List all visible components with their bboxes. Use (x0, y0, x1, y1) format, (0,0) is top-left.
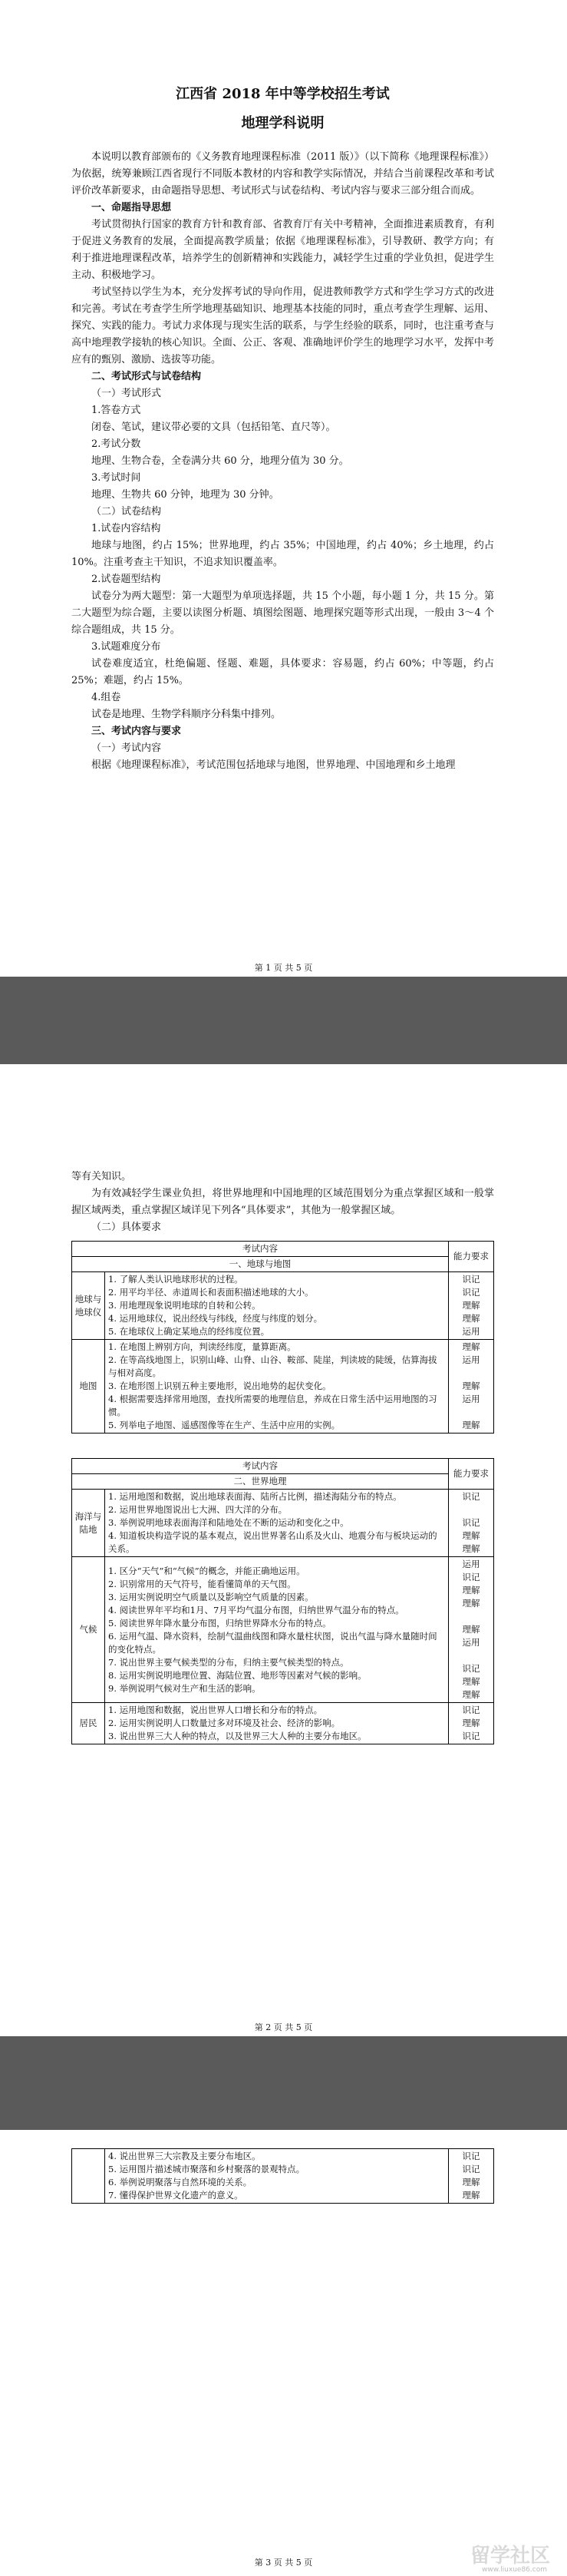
item-6-text: 试卷难度适宜，杜绝偏题、怪题、难题，具体要求：容易题，约占 60%；中等题，约占 25%；难题，约占 15%。 (71, 658, 494, 686)
watermark-url: www.liuxue86.com (482, 2566, 547, 2574)
req-cell (449, 1557, 494, 1703)
req-level: 理解 (462, 1585, 480, 1596)
heading-3: 三、考试内容与要求 (91, 726, 182, 737)
req-level (450, 1610, 492, 1623)
topic-cell: 海洋与陆地 (72, 1490, 105, 1557)
page-2 (0, 1064, 567, 2036)
req-level: 识记 (462, 1705, 480, 1715)
topic-cell: 地图 (72, 1340, 105, 1433)
requirement-item: 2. 运用实例说明人口数量过多对环境及社会、经济的影响。 (108, 1718, 341, 1728)
requirement-item: 2. 在等高线地图上，识别山峰、山脊、山谷、鞍部、陡崖，判读坡的陡缓，估算海拔与相对高度。 (108, 1354, 437, 1378)
req-cell (449, 1490, 494, 1557)
page-number: 第 1 页 共 5 页 (254, 963, 313, 973)
req-level: 识记 (462, 1491, 480, 1502)
req-level: 运用 (462, 1354, 480, 1365)
req-level (450, 1406, 492, 1419)
item-3: 3.考试时间 (91, 472, 141, 484)
requirement-item: 2. 运用世界地图说出七大洲、四大洋的分布。 (108, 1504, 288, 1515)
item-4-text: 地球与地图，约占 15%；世界地理，约占 35%；中国地理，约占 40%；乡土地理，约占 10%。注重考查主干知识，不追求知识覆盖率。 (71, 540, 494, 568)
page-3-content (0, 2130, 567, 2204)
item-1-text: 闭卷、笔试，建议带必要的文具（包括铅笔、直尺等）。 (91, 422, 336, 433)
req-header: 能力要求 (449, 1459, 494, 1490)
req-level: 运用 (462, 1559, 480, 1569)
requirement-item: 3. 举例说明地球表面海洋和陆地处在不断的运动和变化之中。 (108, 1517, 349, 1528)
req-level: 理解 (462, 1341, 480, 1352)
table-header: 考试内容 (72, 1459, 449, 1474)
requirement-item: 1. 运用地图和数据，说出世界人口增长和分布的特点。 (108, 1705, 323, 1715)
page-number: 第 2 页 共 5 页 (254, 2022, 313, 2032)
req-level: 理解 (462, 1598, 480, 1609)
doc-title: 江西省 2018 年中等学校招生考试 (176, 86, 390, 102)
intro-paragraph: 本说明以教育部颁布的《义务教育地理课程标准（2011 版）》（以下简称《地理课程标准》）为依据，统筹兼顾江西省现行不同版本教材的内容和教学实际情况，并结合当前课程改革和考试评价改革新要求，由命题指导思想、考试形式与试卷结构、考试内容与要求三部分组合而成。 (71, 151, 494, 197)
table-row (72, 1340, 494, 1433)
item-5-text: 试卷分为两大题型：第一大题型为单项选择题，共 15 个小题，每小题 1 分，共 15 分。第二大题型为综合题，主要以读图分析题、填图绘图题、地理探究题等形式出现，一般由 3～4 个综合题组成，共 15 分。 (71, 590, 494, 636)
req-level: 识记 (462, 1517, 480, 1528)
req-level: 理解 (462, 1718, 480, 1728)
requirement-item: 2. 识别常用的天气符号，能看懂简单的天气图。 (108, 1578, 296, 1589)
subheading-3: （一）考试内容 (91, 742, 162, 754)
page-2-content (0, 1064, 567, 1744)
requirement-item: 6. 举例说明聚落与自然环境的关系。 (108, 2177, 252, 2187)
requirement-item: 7. 懂得保护世界文化遗产的意义。 (108, 2190, 243, 2201)
req-level (450, 1649, 492, 1662)
items-cell (105, 1557, 449, 1703)
requirement-item: 1. 了解人类认识地球形状的过程。 (108, 1274, 243, 1285)
requirement-item: 5. 运用图片描述城市聚落和乡村聚落的景观特点。 (108, 2164, 305, 2174)
requirement-item: 4. 运用地球仪，说出经线与纬线，经度与纬度的划分。 (108, 1313, 323, 1324)
requirement-item: 1. 区分“天气”和“气候”的概念，并能正确地运用。 (108, 1565, 305, 1576)
requirement-item: 5. 在地球仪上确定某地点的经纬度位置。 (108, 1326, 270, 1337)
paragraph-5: 为有效减轻学生课业负担，将世界地理和中国地理的区域范围划分为重点掌握区域和一般掌握区域两类，重点掌握区域详见下列各“具体要求”，其他为一般掌握区域。 (71, 1188, 494, 1216)
item-5: 2.试卷题型结构 (91, 574, 161, 585)
item-7-text: 试卷是地理、生物学科顺序分科集中排列。 (91, 709, 282, 720)
requirement-item: 7. 说出世界主要气候类型的分布，归纳主要气候类型的特点。 (108, 1656, 349, 1668)
req-level: 识记 (462, 1663, 480, 1674)
req-cell (449, 1703, 494, 1744)
items-cell (105, 1340, 449, 1433)
item-2: 2.考试分数 (91, 438, 141, 450)
req-level: 理解 (462, 1689, 480, 1700)
req-cell (449, 1272, 494, 1340)
subheading-4: （二）具体要求 (91, 1222, 162, 1233)
req-level (450, 1367, 492, 1380)
section-title: 二、世界地理 (72, 1474, 449, 1490)
req-level: 理解 (462, 1300, 480, 1311)
req-level: 理解 (462, 1624, 480, 1635)
table-row (72, 1490, 494, 1557)
page-number: 第 3 页 共 5 页 (254, 2558, 313, 2568)
requirement-item: 4. 知道板块构造学说的基本观点，说出世界著名山系及火山、地震分布与板块运动的关系。 (108, 1530, 437, 1554)
requirement-item: 4. 根据需要选择常用地图，查找所需要的地理信息，养成在日常生活中运用地图的习惯。 (108, 1394, 437, 1417)
requirement-item: 8. 运用实例说明地理位置、海陆位置、地形等因素对气候的影响。 (108, 1669, 367, 1681)
req-level: 识记 (462, 1274, 480, 1285)
requirement-item: 2. 用平均半径、赤道周长和表面积描述地球的大小。 (108, 1287, 314, 1298)
item-3-text: 地理、生物共 60 分钟，地理为 30 分钟。 (91, 489, 279, 501)
req-level: 理解 (462, 1381, 480, 1391)
page-1 (0, 0, 567, 977)
requirement-item: 3. 在地形图上识别五种主要地形，说出地势的起伏变化。 (108, 1381, 331, 1391)
req-level: 识记 (462, 1731, 480, 1741)
req-level: 识记 (462, 2164, 480, 2174)
section-title: 一、地球与地图 (72, 1257, 449, 1272)
item-6: 3.试题难度分布 (91, 641, 161, 653)
paragraph-4: 等有关知识。 (71, 1171, 132, 1182)
subheading-1: （一）考试形式 (91, 388, 162, 399)
table-row (72, 1272, 494, 1340)
requirement-item: 3. 运用实例说明空气质量以及影响空气质量的因素。 (108, 1591, 314, 1602)
req-level: 识记 (462, 1572, 480, 1582)
items-cell (105, 1272, 449, 1340)
requirement-item: 9. 举例说明气候对生产和生活的影响。 (108, 1682, 261, 1694)
req-level (450, 1503, 492, 1516)
heading-1: 一、命题指导思想 (91, 202, 172, 213)
requirement-item: 6. 运用气温、降水资料，绘制气温曲线图和降水量柱状图，说出气温与降水量随时间的变化特点。 (108, 1630, 437, 1655)
requirement-item: 1. 运用地图和数据，说出地球表面海、陆所占比例，描述海陆分布的特点。 (108, 1491, 402, 1502)
paragraph-3: 根据《地理课程标准》，考试范围包括地球与地图，世界地理、中国地理和乡土地理 (91, 759, 456, 771)
topic-cell: 居民 (72, 1703, 105, 1744)
req-cell (449, 2149, 494, 2204)
page-1-content (0, 0, 567, 774)
topic-cell: 地球与地球仪 (72, 1272, 105, 1340)
requirement-item: 5. 阅读世界年降水量分布图，归纳世界降水分布的特点。 (108, 1617, 331, 1629)
doc-subtitle: 地理学科说明 (241, 115, 325, 131)
topic-cell (72, 2149, 105, 2204)
req-level: 理解 (462, 1420, 480, 1430)
req-level: 理解 (462, 1676, 480, 1687)
item-7: 4.组卷 (91, 692, 121, 703)
req-cell (449, 1340, 494, 1433)
req-header: 能力要求 (449, 1242, 494, 1272)
items-cell (105, 2149, 449, 2204)
page-3 (0, 2130, 567, 2576)
req-level: 理解 (462, 2190, 480, 2201)
table-row (72, 1703, 494, 1744)
req-level: 运用 (462, 1394, 480, 1404)
req-level: 理解 (462, 2177, 480, 2187)
req-level: 理解 (462, 1530, 480, 1541)
topic-cell: 气候 (72, 1557, 105, 1703)
paragraph-2: 考试坚持以学生为本，充分发挥考试的导向作用，促进教师教学方式和学生学习方式的改进和完善。考试在考查学生所学地理基础知识、地理基本技能的同时，重点考查学生理解、运用、探究、实践的能力。考试力求体现与现实生活的联系，与学生经验的联系，同时，也注重考查与高中地理教学接轨的核心知识。全面、公正、客观、准确地评价学生的地理学习水平，发挥中考应有的甄别、激励、选拔等功能。 (71, 286, 494, 365)
req-level: 运用 (462, 1637, 480, 1648)
requirement-item: 4. 阅读世界年平均和1月、7月平均气温分布图，归纳世界气温分布的特点。 (108, 1604, 404, 1615)
requirement-item: 5. 列举电子地图、遥感图像等在生产、生活中应用的实例。 (108, 1420, 341, 1430)
table-row (72, 2149, 494, 2204)
requirement-item: 3. 用地理现象说明地球的自转和公转。 (108, 1300, 261, 1311)
req-level: 识记 (462, 1287, 480, 1298)
req-level: 理解 (462, 1313, 480, 1324)
table-header: 考试内容 (72, 1242, 449, 1257)
item-4: 1.试卷内容结构 (91, 523, 161, 534)
watermark-logo: 留学社区 (470, 2545, 550, 2568)
requirements-table-1 (71, 1241, 494, 1433)
requirements-table-2 (71, 1458, 494, 1744)
items-cell (105, 1490, 449, 1557)
requirements-table-3 (71, 2148, 494, 2204)
heading-2: 二、考试形式与试卷结构 (91, 371, 202, 382)
items-cell (105, 1703, 449, 1744)
item-1: 1.答卷方式 (91, 405, 141, 416)
subheading-2: （二）试卷结构 (91, 506, 162, 518)
requirement-item: 4. 说出世界三大宗教及主要分布地区。 (108, 2151, 261, 2161)
req-level: 理解 (462, 1543, 480, 1554)
item-2-text: 地理、生物合卷，全卷满分共 60 分，地理分值为 30 分。 (91, 455, 349, 467)
req-level: 运用 (462, 1326, 480, 1337)
paragraph-1: 考试贯彻执行国家的教育方针和教育部、省教育厅有关中考精神，全面推进素质教育，有利于促进义务教育的发展，全面提高教学质量；依据《地理课程标准》，引导教研、教学方向；有利于推进地理课程改革，培养学生的创新精神和实践能力，减轻学生过重的学业负担，促进学生主动、积极地学习。 (71, 219, 494, 281)
requirement-item: 3. 说出世界三大人种的特点，以及世界三大人种的主要分布地区。 (108, 1731, 367, 1741)
requirement-item: 1. 在地图上辨别方向，判读经纬度，量算距离。 (108, 1341, 296, 1352)
req-level: 识记 (462, 2151, 480, 2161)
table-row (72, 1557, 494, 1703)
